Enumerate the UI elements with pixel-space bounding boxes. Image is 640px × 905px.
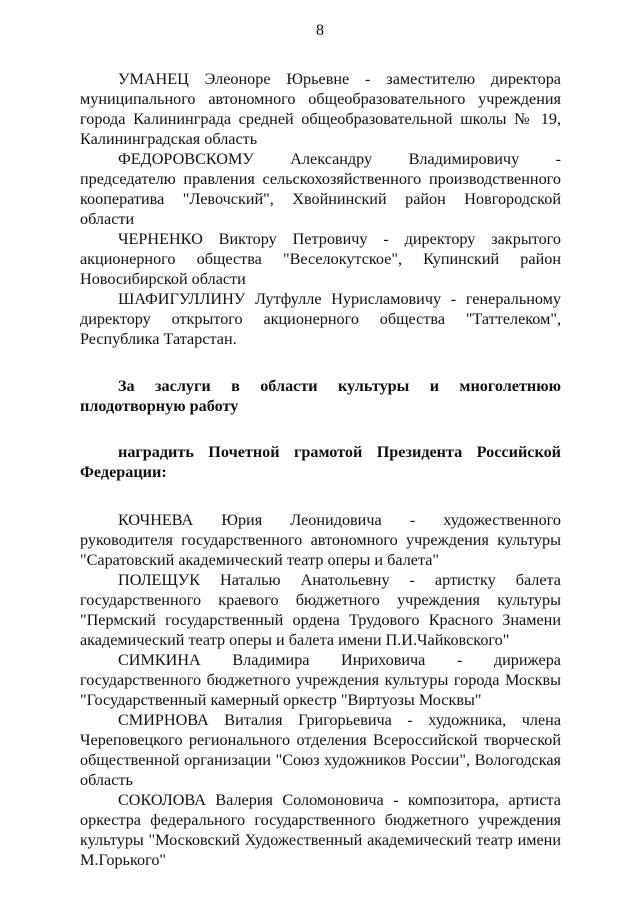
award-entry-fedorovsky: ФЕДОРОВСКОМУ Александру Владимировичу - председателю правления сельскохозяйственного производственного кооператива "Левочский", Хвойнинский район Новгородской области xyxy=(80,150,561,228)
award-entry-sokolov: СОКОЛОВА Валерия Соломоновича - композитора, артиста оркестра федерального государственного бюджетного учреждения культуры "Московский Художественный академический театр имени М.Горького" xyxy=(80,791,561,869)
award-entry-smirnov: СМИРНОВА Виталия Григорьевича - художника, члена Череповецкого регионального отделения Всероссийской творческой общественной организации "Союз художников России", Вологодская область xyxy=(80,711,561,789)
award-entry-shafigullin: ШАФИГУЛЛИНУ Лутфулле Нурисламовичу - генеральному директору открытого акционерного общества "Таттелеком", Республика Татарстан. xyxy=(80,290,561,348)
spacer xyxy=(80,416,561,442)
award-entry-kochnev: КОЧНЕВА Юрия Леонидовича - художественного руководителя государственного автономного учреждения культуры "Саратовский академический театр оперы и балета" xyxy=(80,511,561,569)
award-entry-poleshchuk: ПОЛЕЩУК Наталью Анатольевну - артистку балета государственного краевого бюджетного учреждения культуры "Пермский государственный ордена Трудового Красного Знамени академический театр оперы и балета имени П.И.Чайковского" xyxy=(80,571,561,649)
merit-heading: За заслуги в области культуры и многолетнюю плодотворную работу xyxy=(80,377,561,415)
award-entry-chernenko: ЧЕРНЕНКО Виктору Петровичу - директору закрытого акционерного общества "Веселокутское", Купинский район Новосибирской области xyxy=(80,230,561,288)
award-heading: наградить Почетной грамотой Президента Российской Федерации: xyxy=(80,443,561,481)
award-entry-umanets: УМАНЕЦ Элеоноре Юрьевне - заместителю директора муниципального автономного общеобразовательного учреждения города Калининграда средней общеобразовательной школы № 19, Калининградская область xyxy=(80,70,561,148)
page-number: 8 xyxy=(316,22,324,39)
spacer xyxy=(80,482,561,510)
spacer xyxy=(80,349,561,376)
document-body xyxy=(80,69,561,870)
award-entry-simkin: СИМКИНА Владимира Инриховича - дирижера государственного бюджетного учреждения культуры города Москвы "Государственный камерный оркестр "Виртуозы Москвы" xyxy=(80,651,561,709)
